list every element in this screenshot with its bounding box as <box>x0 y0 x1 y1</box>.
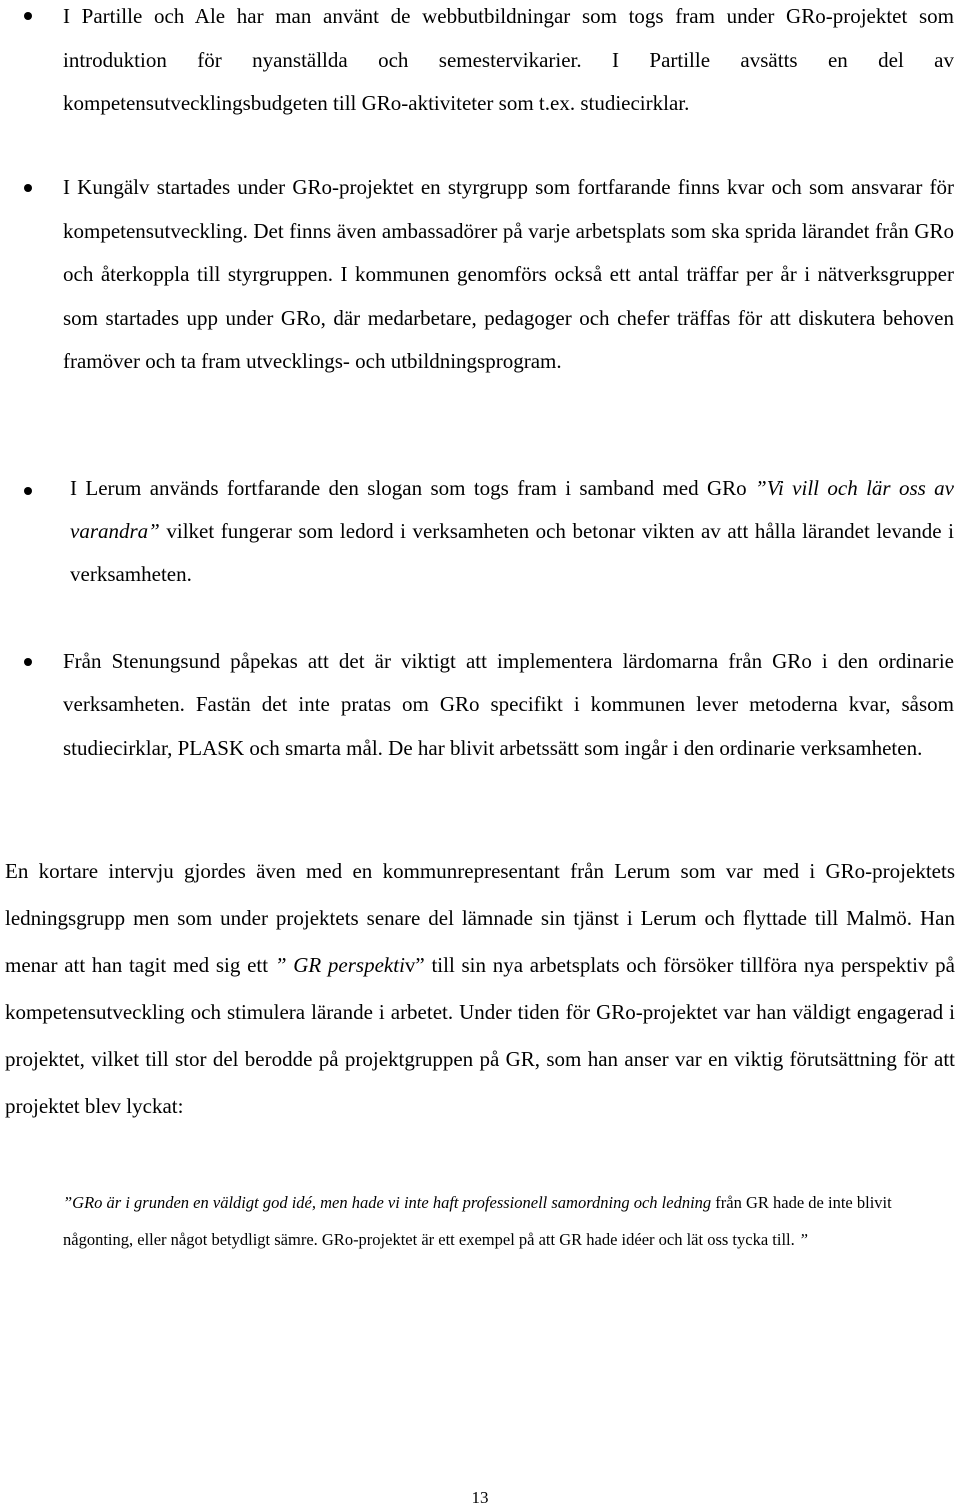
bullet-text-partille: I Partille och Ale har man använt de webbutbildningar som togs fram under GRo-projektet som introduktion för nyanställda och semestervikarier. I Partille avsätts en del av kompetensutvecklingsbudgeten till GRo-aktiviteter som t.ex. studiecirklar. <box>63 4 954 115</box>
quote-block <box>63 1184 903 1258</box>
body-paragraph-after: v” till sin nya arbetsplats och försöker tillföra nya perspektiv på kompetensutveckling och stimulera lärande i arbetet. Under tiden för GRo-projektet var han väldigt engagerad i projektet, vilket till stor del berodde på projektgruppen på GR, som han anser var en viktig förutsättning för att projektet blev lyckat: <box>5 953 955 1118</box>
bullet-text-lerum-before: I Lerum används fortfarande den slogan som togs fram i samband med GRo <box>70 476 756 500</box>
body-paragraph-interview <box>5 848 955 1130</box>
bullet-text-kungalv: I Kungälv startades under GRo-projektet en styrgrupp som fortfarande finns kvar och som ansvarar för kompetensutveckling. Det finns även ambassadörer på varje arbetsplats som ska sprida lärandet från GRo och återkoppla till styrgruppen. I kommunen genomförs också ett antal träffar per år i nätverksgrupper som startades upp under GRo, där medarbetare, pedagoger och chefer träffas för att diskutera behoven framöver och ta fram utvecklings- och utbildningsprogram. <box>63 175 954 374</box>
bullet-dot-icon <box>24 487 32 495</box>
body-paragraph-before: En kortare intervju gjordes även med en kommunrepresentant från Lerum som var med i GRo-projektets ledningsgrupp men som under projektets senare del lämnade sin tjänst i Lerum och flyttade till Malmö. Han menar att han tagit med sig ett <box>5 859 955 977</box>
quote-closing-mark: ” <box>794 1230 809 1249</box>
bullet-dot-icon <box>24 184 32 192</box>
bullet-dot-icon <box>24 12 32 20</box>
body-paragraph-italic: ” GR perspekti <box>274 953 405 977</box>
bullet-text-lerum-slogan: ”Vi vill och lär oss av varandra” <box>70 476 954 543</box>
bullet-dot-icon <box>24 658 32 666</box>
bullet-text-lerum <box>70 467 954 596</box>
quote-italic-part: ”GRo är i grunden en väldigt god idé, men hade vi inte haft professionell samordning och ledning <box>63 1193 712 1212</box>
quote-text-part: från GR hade de inte blivit någonting, eller något betydligt sämre. GRo-projektet är ett exempel på att GR hade idéer och lät oss tycka till. <box>63 1193 892 1249</box>
bullet-text-lerum-after: vilket fungerar som ledord i verksamheten och betonar vikten av att hålla lärandet levande i verksamheten. <box>70 519 954 586</box>
bullet-text-stenungsund: Från Stenungsund påpekas att det är viktigt att implementera lärdomarna från GRo i den ordinarie verksamheten. Fastän det inte pratas om GRo specifikt i kommunen lever metoderna kvar, såsom studiecirklar, PLASK och smarta mål. De har blivit arbetssätt som ingår i den ordinarie verksamheten. <box>63 649 954 760</box>
page-number: 13 <box>471 1488 489 1507</box>
